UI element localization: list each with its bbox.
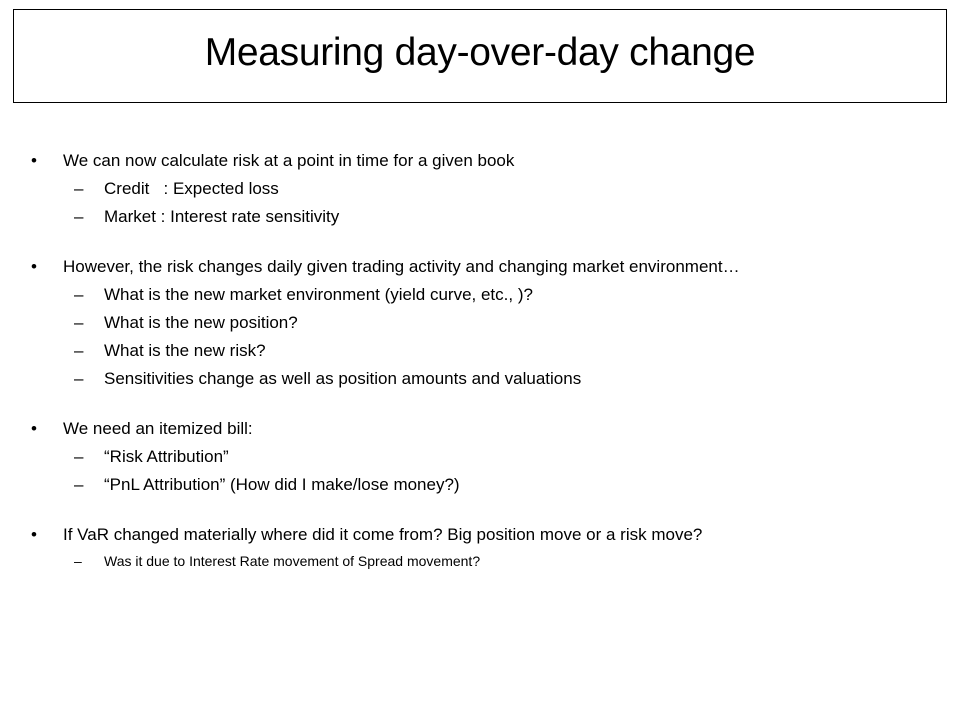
sub-item	[0, 549, 960, 573]
sub-item-text: What is the new risk?	[104, 341, 266, 360]
bullet-item	[0, 521, 960, 549]
bullet-group	[0, 521, 960, 573]
bullet-text: If VaR changed materially where did it come from? Big position move or a risk move?	[63, 525, 703, 544]
bullet-item	[0, 253, 960, 281]
sub-item	[0, 365, 960, 393]
slide-body	[0, 147, 960, 595]
dash-icon: –	[74, 313, 84, 332]
dash-icon: –	[74, 475, 84, 494]
sub-item-text: Was it due to Interest Rate movement of Spread movement?	[104, 553, 481, 569]
sub-item-text: Market : Interest rate sensitivity	[104, 207, 340, 226]
sub-item	[0, 309, 960, 337]
dash-icon: –	[74, 285, 84, 304]
sub-item	[0, 175, 960, 203]
bullet-group	[0, 253, 960, 393]
sub-item-text: What is the new market environment (yield curve, etc., )?	[104, 285, 533, 304]
dash-icon: –	[74, 207, 84, 226]
bullet-group	[0, 147, 960, 231]
sub-item	[0, 471, 960, 499]
bullet-icon: •	[31, 151, 37, 170]
sub-item	[0, 203, 960, 231]
slide-title: Measuring day-over-day change	[204, 31, 756, 74]
bullet-icon: •	[31, 525, 37, 544]
bullet-icon: •	[31, 257, 37, 276]
bullet-item	[0, 147, 960, 175]
sub-item-text: Credit : Expected loss	[104, 179, 279, 198]
dash-icon: –	[74, 179, 84, 198]
bullet-text: However, the risk changes daily given trading activity and changing market environment…	[63, 257, 740, 276]
title-box	[13, 9, 947, 103]
sub-item	[0, 337, 960, 365]
dash-icon: –	[74, 341, 84, 360]
dash-icon: –	[74, 553, 82, 569]
sub-item-text: “Risk Attribution”	[104, 447, 229, 466]
sub-item-text: What is the new position?	[104, 313, 298, 332]
bullet-text: We can now calculate risk at a point in time for a given book	[63, 151, 515, 170]
dash-icon: –	[74, 369, 84, 388]
bullet-group	[0, 415, 960, 499]
sub-item	[0, 281, 960, 309]
sub-item	[0, 443, 960, 471]
bullet-item	[0, 415, 960, 443]
sub-item-text: “PnL Attribution” (How did I make/lose money?)	[104, 475, 460, 494]
bullet-icon: •	[31, 419, 37, 438]
sub-item-text: Sensitivities change as well as position amounts and valuations	[104, 369, 582, 388]
dash-icon: –	[74, 447, 84, 466]
bullet-text: We need an itemized bill:	[63, 419, 253, 438]
